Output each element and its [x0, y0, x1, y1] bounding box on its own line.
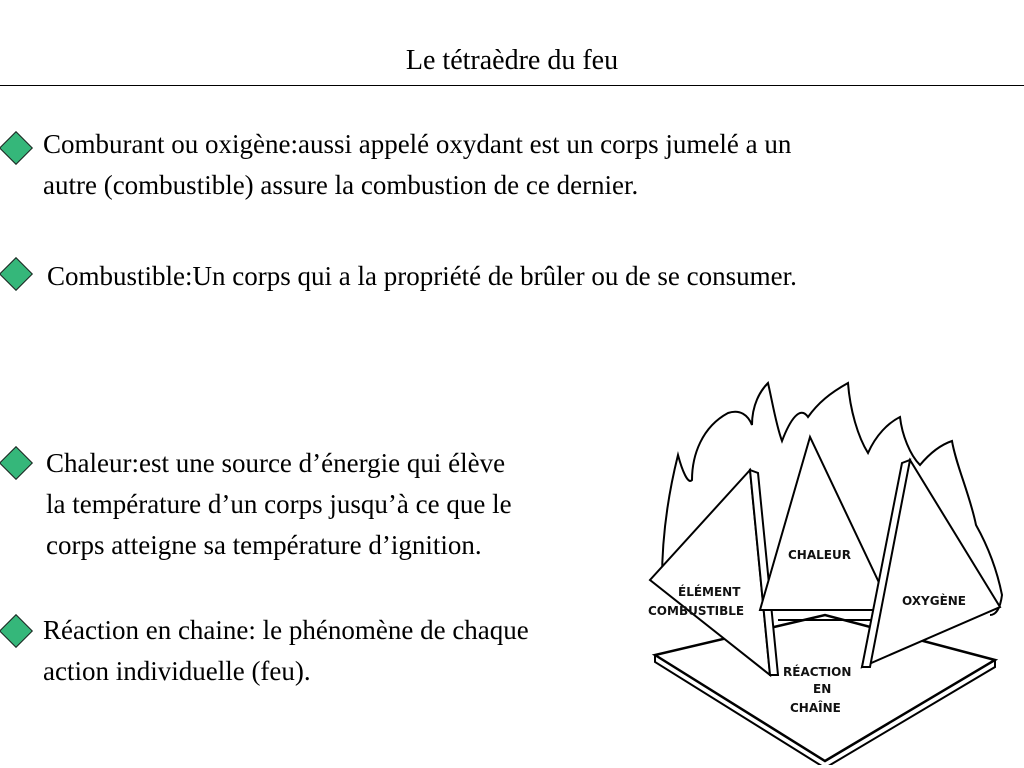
bullet-diamond-icon: [0, 614, 33, 648]
label-reaction-line3: CHAÎNE: [790, 701, 841, 715]
title-divider: [0, 85, 1024, 86]
panel-chaleur: [760, 437, 892, 620]
bullet-line: Comburant ou oxigène:aussi appelé oxydant est un corps jumelé a un: [43, 129, 792, 159]
slide-title: Le tétraèdre du feu: [405, 45, 619, 76]
bullet-comburant: [43, 124, 1003, 206]
label-combustible-line1: ÉLÉMENT: [678, 585, 741, 599]
bullet-line: action individuelle (feu).: [43, 656, 311, 686]
panel-oxygene: [862, 460, 1000, 667]
bullet-chaleur: [46, 443, 646, 566]
bullet-line: Combustible:Un corps qui a la propriété de brûler ou de se consumer.: [47, 261, 797, 291]
label-combustible-line2: COMBUSTIBLE: [648, 604, 745, 618]
bullet-line: autre (combustible) assure la combustion de ce dernier.: [43, 170, 639, 200]
bullet-reaction: [43, 610, 663, 692]
bullet-diamond-icon: [0, 257, 33, 291]
bullet-line: Réaction en chaine: le phénomène de chaque: [43, 615, 529, 645]
bullet-line: Chaleur:est une source d’énergie qui élève: [46, 448, 506, 478]
bullet-line: corps atteigne sa température d’ignition.: [46, 530, 482, 560]
bullet-line: la température d’un corps jusqu’à ce que le: [46, 489, 512, 519]
bullet-diamond-icon: [0, 446, 33, 480]
label-reaction-line2: EN: [813, 682, 832, 696]
bullet-diamond-icon: [0, 131, 33, 165]
label-chaleur: CHALEUR: [788, 548, 851, 562]
label-oxygene: OXYGÈNE: [902, 594, 967, 608]
label-reaction-line1: RÉACTION: [783, 665, 852, 679]
fire-tetrahedron-diagram: [640, 375, 1010, 765]
bullet-combustible: [47, 256, 1007, 297]
